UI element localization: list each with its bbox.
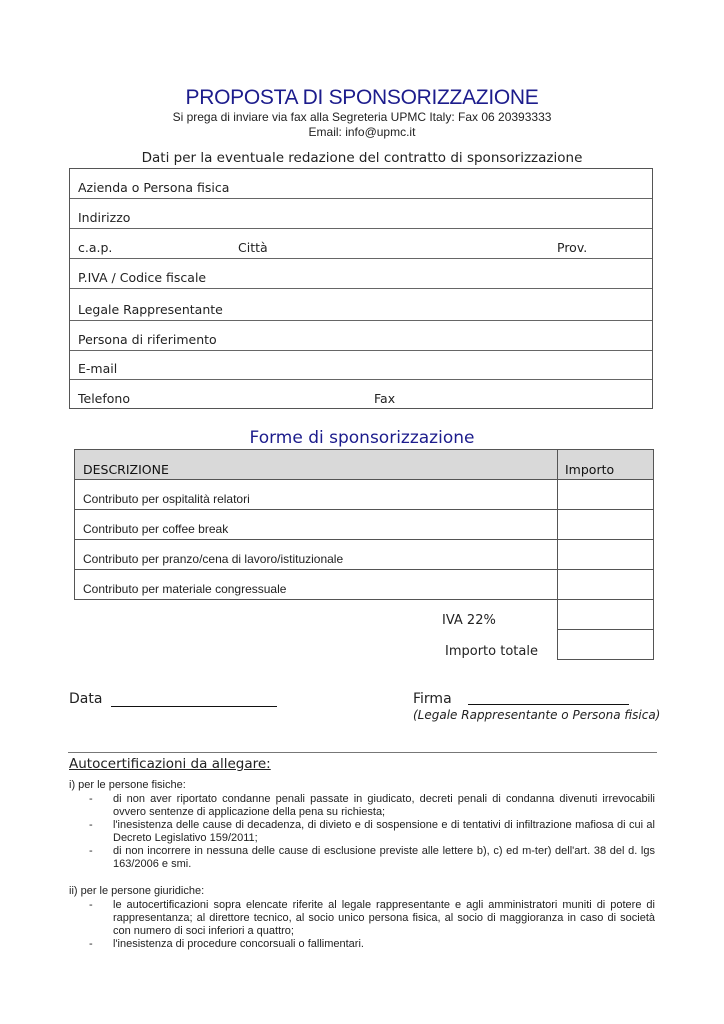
table-row[interactable] xyxy=(74,510,654,540)
row-cap-citta-prov[interactable] xyxy=(70,229,652,259)
iva-label: IVA 22% xyxy=(442,613,496,628)
sponsorship-table-header xyxy=(74,449,654,480)
label-persona-riferimento: Persona di riferimento xyxy=(78,332,217,347)
sponsorship-section-title: Forme di sponsorizzazione xyxy=(249,428,475,448)
label-azienda: Azienda o Persona fisica xyxy=(78,180,230,195)
row-legale[interactable] xyxy=(70,289,652,321)
total-label: Importo totale xyxy=(445,644,538,659)
table-row[interactable] xyxy=(74,540,654,570)
col-amount: Importo xyxy=(565,462,615,477)
email-line: Email: info@upmc.it xyxy=(308,125,416,139)
contract-data-table xyxy=(69,168,653,409)
signature-field[interactable] xyxy=(468,704,629,705)
label-fax: Fax xyxy=(374,391,396,406)
group-title-companies: ii) per le persone giuridiche: xyxy=(69,885,205,897)
row-label: Contributo per coffee break xyxy=(83,522,229,536)
label-cap: c.a.p. xyxy=(78,240,113,255)
certifications-group-companies xyxy=(69,885,659,955)
label-telefono: Telefono xyxy=(78,391,130,406)
label-citta: Città xyxy=(238,240,268,255)
iva-amount-box[interactable] xyxy=(557,599,654,630)
label-indirizzo: Indirizzo xyxy=(78,210,131,225)
fax-instructions: Si prega di inviare via fax alla Segreteria UPMC Italy: Fax 06 20393333 xyxy=(172,110,552,124)
bullet: - xyxy=(89,819,93,831)
certifications-title: Autocertificazioni da allegare: xyxy=(69,756,271,772)
page-title: PROPOSTA DI SPONSORIZZAZIONE xyxy=(185,86,539,109)
row-persona-riferimento[interactable] xyxy=(70,321,652,351)
row-telefono-fax[interactable] xyxy=(70,380,652,409)
bullet: - xyxy=(89,899,93,911)
list-item: di non incorrere in nessuna delle cause di esclusione previste alle lettere b), c) ed m-ter) dell'art. 38 del d. lgs 163/2006 e smi. xyxy=(113,845,655,870)
bullet: - xyxy=(89,845,93,857)
contract-section-title: Dati per la eventuale redazione del contratto di sponsorizzazione xyxy=(141,150,583,166)
divider xyxy=(68,752,657,753)
label-email: E-mail xyxy=(78,361,118,376)
list-item: di non aver riportato condanne penali passate in giudicato, decreti penali di condanna divenuti irrevocabili ovvero sentenze di applicazione della pena su richiesta; xyxy=(113,793,655,818)
list-item: l'inesistenza di procedure concorsuali o fallimentari. xyxy=(113,938,364,950)
row-label: Contributo per ospitalità relatori xyxy=(83,492,250,506)
col-description: DESCRIZIONE xyxy=(83,462,169,477)
bullet: - xyxy=(89,938,93,950)
total-amount-box[interactable] xyxy=(557,629,654,660)
table-row[interactable] xyxy=(74,480,654,510)
row-label: Contributo per pranzo/cena di lavoro/istituzionale xyxy=(83,552,344,566)
signature-note: (Legale Rappresentante o Persona fisica) xyxy=(413,708,661,722)
label-prov: Prov. xyxy=(557,240,588,255)
row-azienda[interactable] xyxy=(70,169,652,199)
label-piva: P.IVA / Codice fiscale xyxy=(78,270,207,285)
date-field[interactable] xyxy=(111,706,277,707)
group-title-individuals: i) per le persone fisiche: xyxy=(69,779,186,791)
list-item: le autocertificazioni sopra elencate riferite al legale rappresentante e agli amministratori muniti di potere di rappresentanza; al direttore tecnico, al socio unico persona fisica, al socio di maggioranza in caso di società con numero di soci inferiori a quattro; xyxy=(113,899,655,937)
row-indirizzo[interactable] xyxy=(70,199,652,229)
date-label: Data xyxy=(69,691,103,707)
certifications-group-individuals xyxy=(69,779,659,879)
table-row[interactable] xyxy=(74,570,654,600)
bullet: - xyxy=(89,793,93,805)
row-label: Contributo per materiale congressuale xyxy=(83,582,287,596)
list-item: l'inesistenza delle cause di decadenza, di divieto e di sospensione e di tentativi di infiltrazione mafiosa di cui al Decreto Legislativo 159/2011; xyxy=(113,819,655,844)
signature-label: Firma xyxy=(413,691,452,707)
row-piva[interactable] xyxy=(70,259,652,289)
label-legale: Legale Rappresentante xyxy=(78,302,223,317)
row-email[interactable] xyxy=(70,351,652,380)
